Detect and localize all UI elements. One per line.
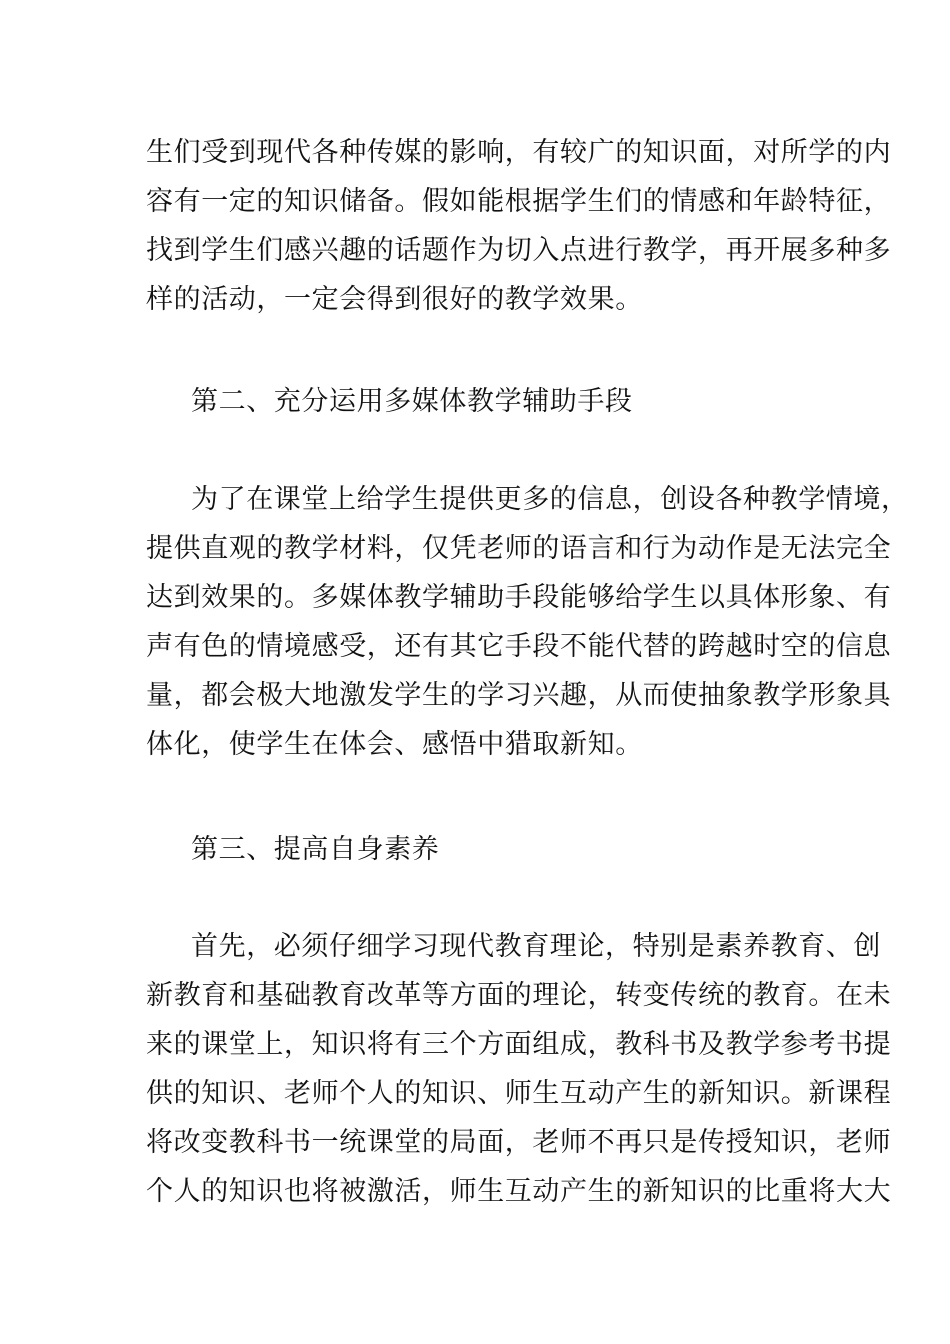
section-heading-2: 第二、充分运用多媒体教学辅助手段 [191, 386, 633, 417]
paragraph-1-line-1: 生们受到现代各种传媒的影响，有较广的知识面，对所学的内 [146, 137, 892, 168]
section-heading-3: 第三、提高自身素养 [191, 834, 440, 865]
paragraph-3-line-4: 供的知识、老师个人的知识、师生互动产生的新知识。新课程 [146, 1078, 892, 1109]
paragraph-3-line-2: 新教育和基础教育改革等方面的理论，转变传统的教育。在未 [146, 980, 892, 1011]
paragraph-2-line-2: 提供直观的教学材料，仅凭老师的语言和行为动作是无法完全 [146, 533, 892, 564]
paragraph-2-line-3: 达到效果的。多媒体教学辅助手段能够给学生以具体形象、有 [146, 582, 892, 613]
paragraph-2-line-6: 体化，使学生在体会、感悟中猎取新知。 [146, 729, 643, 760]
paragraph-2-line-1: 为了在课堂上给学生提供更多的信息，创设各种教学情境， [191, 484, 909, 515]
paragraph-3-line-3: 来的课堂上，知识将有三个方面组成，教科书及教学参考书提 [146, 1029, 892, 1060]
paragraph-3-line-1: 首先，必须仔细学习现代教育理论，特别是素养教育、创 [191, 931, 881, 962]
paragraph-3-line-6: 个人的知识也将被激活，师生互动产生的新知识的比重将大大 [146, 1176, 892, 1207]
paragraph-2-line-4: 声有色的情境感受，还有其它手段不能代替的跨越时空的信息 [146, 631, 892, 662]
paragraph-3-line-5: 将改变教科书一统课堂的局面，老师不再只是传授知识，老师 [146, 1127, 892, 1158]
paragraph-2-line-5: 量，都会极大地激发学生的学习兴趣，从而使抽象教学形象具 [146, 680, 892, 711]
paragraph-1-line-2: 容有一定的知识储备。假如能根据学生们的情感和年龄特征， [146, 186, 892, 217]
paragraph-1-line-3: 找到学生们感兴趣的话题作为切入点进行教学，再开展多种多 [146, 235, 892, 266]
paragraph-1-line-4: 样的活动，一定会得到很好的教学效果。 [146, 284, 643, 315]
